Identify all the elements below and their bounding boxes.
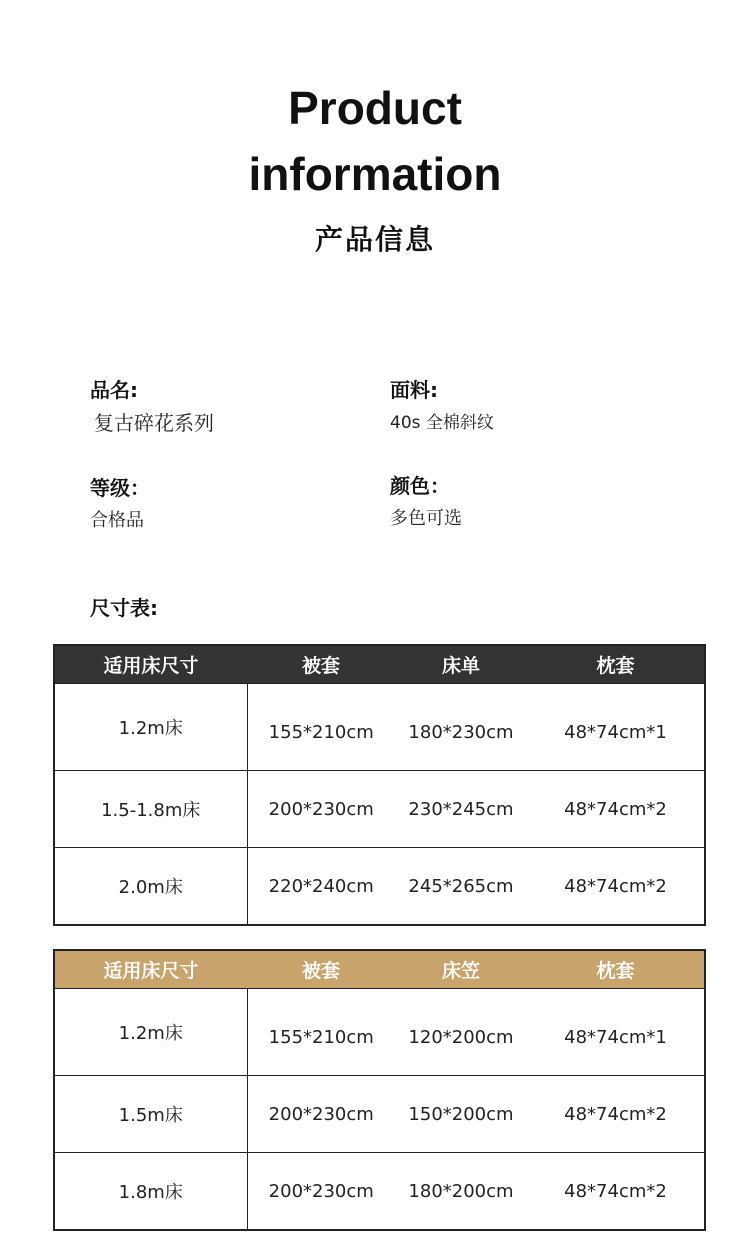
title-english-line1: Product <box>288 82 462 134</box>
bed-size-cell: 1.5-1.8m床 <box>54 771 247 848</box>
flat-sheet-cell: 245*265cm <box>395 848 527 926</box>
table-row <box>54 989 705 1076</box>
bed-size-cell: 1.2m床 <box>54 684 247 771</box>
table-header-row <box>54 950 705 989</box>
header-pillowcase: 枕套 <box>596 960 635 982</box>
bed-size-cell: 1.5m床 <box>54 1076 247 1153</box>
product-name-field <box>90 376 214 436</box>
fabric-field <box>390 376 494 436</box>
fitted-sheet-cell: 180*200cm <box>395 1153 527 1231</box>
color-field <box>390 472 462 532</box>
duvet-cover-cell: 220*240cm <box>247 848 395 926</box>
duvet-cover-cell: 200*230cm <box>247 771 395 848</box>
table-header-row <box>54 645 705 684</box>
table-row <box>54 1076 705 1153</box>
table-row <box>54 848 705 926</box>
grade-value: 合格品 <box>90 510 144 531</box>
fabric-value: 40s 全棉斜纹 <box>390 413 494 433</box>
grade-field <box>90 474 150 534</box>
bed-size-cell: 1.8m床 <box>54 1153 247 1231</box>
header-pillowcase: 枕套 <box>596 655 635 677</box>
pillowcase-cell: 48*74cm*2 <box>527 1076 705 1153</box>
duvet-cover-cell: 200*230cm <box>247 1153 395 1231</box>
pillowcase-cell: 48*74cm*2 <box>527 1153 705 1231</box>
table-row <box>54 1153 705 1231</box>
product-name-value: 复古碎花系列 <box>94 411 214 435</box>
header-duvet-cover: 被套 <box>301 960 340 982</box>
size-table-duvet-sheet <box>53 644 706 926</box>
grade-label: 等级： <box>90 476 150 500</box>
header-fitted-sheet: 床笠 <box>441 960 480 982</box>
duvet-cover-cell: 155*210cm <box>247 684 395 771</box>
header-flat-sheet: 床单 <box>441 655 480 677</box>
color-label: 颜色： <box>390 474 450 498</box>
pillowcase-cell: 48*74cm*1 <box>527 684 705 771</box>
product-name-label: 品名: <box>90 378 138 402</box>
header-bed-size: 适用床尺寸 <box>103 655 199 677</box>
duvet-cover-cell: 155*210cm <box>247 989 395 1076</box>
pillowcase-cell: 48*74cm*1 <box>527 989 705 1076</box>
header-duvet-cover: 被套 <box>301 655 340 677</box>
flat-sheet-cell: 230*245cm <box>395 771 527 848</box>
title-english-line2: information <box>248 148 502 200</box>
pillowcase-cell: 48*74cm*2 <box>527 771 705 848</box>
size-table-label: 尺寸表: <box>90 596 158 620</box>
header-bed-size: 适用床尺寸 <box>103 960 199 982</box>
table-row <box>54 771 705 848</box>
fitted-sheet-cell: 120*200cm <box>395 989 527 1076</box>
flat-sheet-cell: 180*230cm <box>395 684 527 771</box>
title-chinese: 产品信息 <box>314 223 435 256</box>
fabric-label: 面料: <box>390 378 438 402</box>
bed-size-cell: 1.2m床 <box>54 989 247 1076</box>
color-value: 多色可选 <box>390 508 462 529</box>
table-row <box>54 684 705 771</box>
size-table-duvet-fitted <box>53 949 706 1231</box>
pillowcase-cell: 48*74cm*2 <box>527 848 705 926</box>
fitted-sheet-cell: 150*200cm <box>395 1076 527 1153</box>
duvet-cover-cell: 200*230cm <box>247 1076 395 1153</box>
bed-size-cell: 2.0m床 <box>54 848 247 926</box>
